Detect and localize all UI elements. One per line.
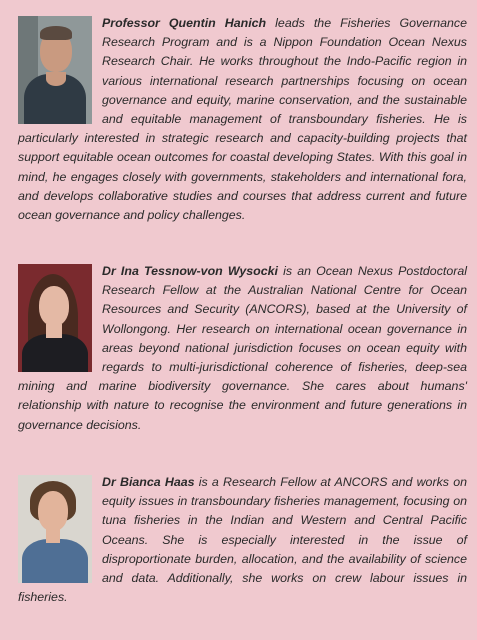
portrait-photo-bianca-haas	[18, 475, 92, 583]
bio-ina-tessnow-von-wysocki	[18, 262, 467, 473]
bio-text: leads the Fisheries Governance Research Program and is a Nippon Foundation Ocean Nexus Research Chair. He works throughout the Indo-Pacific region in various international research partnerships focusing on ocean governance and equity, marine conservation, and the sustainable and equitable management of transboundary fisheries. He is particularly interested in strategic research and capacity-building projects that support equitable ocean outcomes for coastal developing States. With this goal in mind, he engages closely with governments, stakeholders and international fora, and develops collaborative studies and courses that address current and future ocean governance and policy challenges.	[18, 16, 467, 223]
bio-name: Professor Quentin Hanich	[102, 16, 267, 30]
portrait-body	[22, 334, 88, 372]
portrait-photo-ina-tessnow-von-wysocki	[18, 264, 92, 372]
portrait-head	[38, 491, 68, 531]
portrait-neck	[46, 324, 62, 338]
bio-name: Dr Bianca Haas	[102, 475, 195, 489]
portrait-body	[22, 539, 88, 583]
portrait-photo-quentin-hanich	[18, 16, 92, 124]
bio-quentin-hanich	[18, 14, 467, 262]
bio-name: Dr Ina Tessnow-von Wysocki	[102, 264, 278, 278]
portrait-head	[39, 286, 69, 326]
bio-text: is a Research Fellow at ANCORS and works on equity issues in transboundary fisheries management, focusing on tuna fisheries in the Indian and Western and Central Pacific Oceans. She is especially interested in the issue of disproportionate burden, allocation, and the availability of science and data. Additionally, she works on crew labour issues in fisheries.	[18, 475, 467, 605]
portrait-hair	[40, 26, 72, 40]
portrait-neck	[46, 529, 60, 543]
bio-bianca-haas	[18, 473, 467, 633]
portrait-neck	[46, 72, 66, 86]
bio-text: is an Ocean Nexus Postdoctoral Research Fellow at the Australian National Centre for Ocean Resources and Security (ANCORS), based at the University of Wollongong. Her research on international ocean governance in areas beyond national jurisdiction focuses on ocean equity with regards to multi-jurisdictional coherence of fisheries, deep-sea mining and marine biodiversity governance. She cares about humans' relationship with nature to recognise the environment and future generations in governance decisions.	[18, 264, 467, 432]
